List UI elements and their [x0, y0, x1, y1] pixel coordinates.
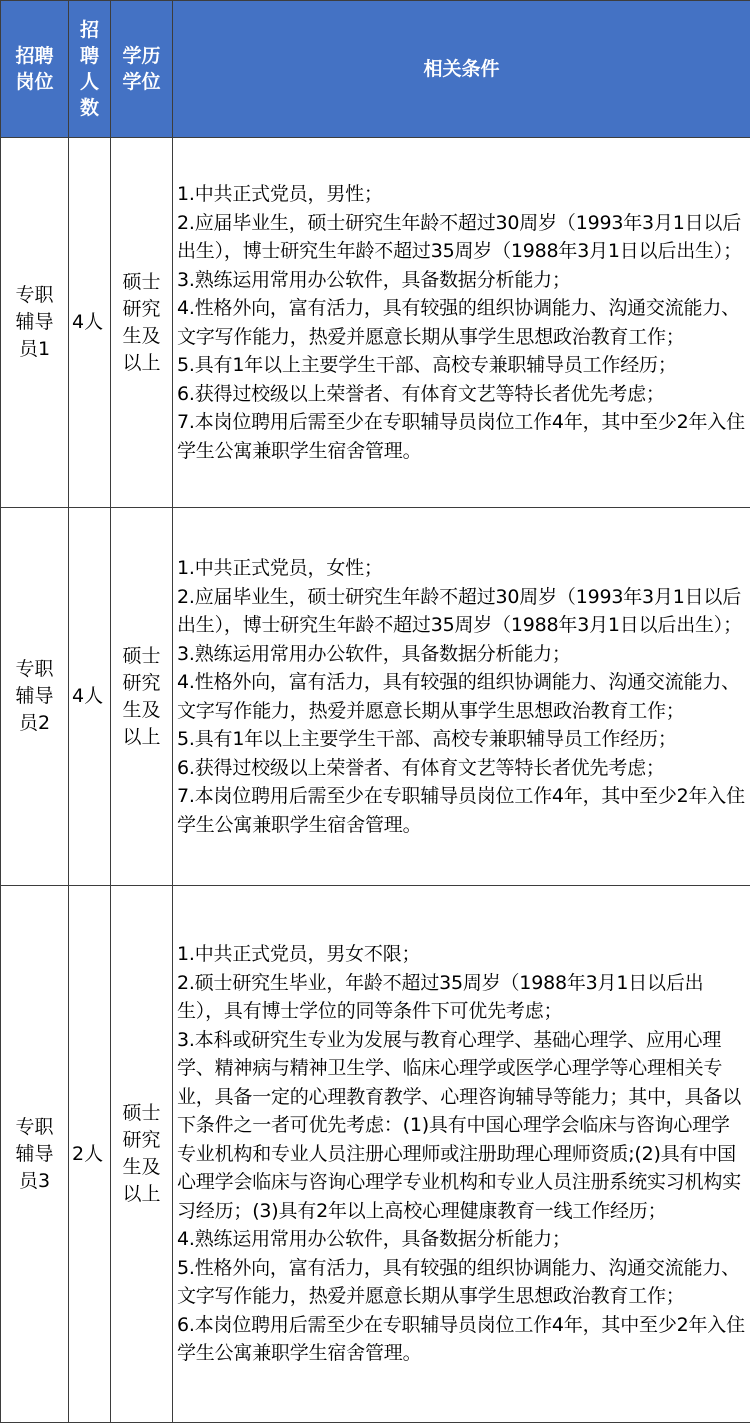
conditions-cell — [173, 508, 750, 886]
conditions-cell — [173, 886, 750, 1423]
table-row — [1, 138, 750, 508]
count-cell: 4人 — [69, 138, 111, 508]
condition-item: 1.中共正式党员，男女不限； — [177, 940, 746, 969]
condition-item: 3.熟练运用常用办公软件，具备数据分析能力； — [177, 266, 746, 295]
education-cell: 硕士研究生及以上 — [111, 508, 173, 886]
condition-item: 4.性格外向，富有活力，具有较强的组织协调能力、沟通交流能力、文字写作能力，热爱并愿意长期从事学生思想政治教育工作； — [177, 668, 746, 725]
condition-item: 7.本岗位聘用后需至少在专职辅导员岗位工作4年，其中至少2年入住学生公寓兼职学生宿舍管理。 — [177, 782, 746, 839]
condition-item: 1.中共正式党员，男性； — [177, 180, 746, 209]
education-cell: 硕士研究生及以上 — [111, 886, 173, 1423]
header-count: 招聘人数 — [69, 1, 111, 138]
condition-item: 7.本岗位聘用后需至少在专职辅导员岗位工作4年，其中至少2年入住学生公寓兼职学生宿舍管理。 — [177, 408, 746, 465]
condition-item: 2.硕士研究生毕业，年龄不超过35周岁（1988年3月1日以后出生），具有博士学位的同等条件下可优先考虑； — [177, 969, 746, 1026]
position-cell: 专职辅导员3 — [1, 886, 69, 1423]
condition-item: 1.中共正式党员，女性； — [177, 554, 746, 583]
education-cell: 硕士研究生及以上 — [111, 138, 173, 508]
conditions-cell — [173, 138, 750, 508]
condition-item: 2.应届毕业生，硕士研究生年龄不超过30周岁（1993年3月1日以后出生），博士研究生年龄不超过35周岁（1988年3月1日以后出生）； — [177, 583, 746, 640]
condition-item: 3.本科或研究生专业为发展与教育心理学、基础心理学、应用心理学、精神病与精神卫生学、临床心理学或医学心理学等心理相关专业，具备一定的心理教育教学、心理咨询辅导等能力；其中，具备以下条件之一者可优先考虑：(1)具有中国心理学会临床与咨询心理学专业机构和专业人员注册心理师或注册助理心理师资质;(2)具有中国心理学会临床与咨询心理学专业机构和专业人员注册系统实习机构实习经历；(3)具有2年以上高校心理健康教育一线工作经历； — [177, 1026, 746, 1226]
count-cell: 2人 — [69, 886, 111, 1423]
condition-item: 5.具有1年以上主要学生干部、高校专兼职辅导员工作经历； — [177, 351, 746, 380]
count-cell: 4人 — [69, 508, 111, 886]
condition-item: 6.获得过校级以上荣誉者、有体育文艺等特长者优先考虑； — [177, 754, 746, 783]
condition-item: 5.性格外向，富有活力，具有较强的组织协调能力、沟通交流能力、文字写作能力，热爱并愿意长期从事学生思想政治教育工作； — [177, 1254, 746, 1311]
table-row — [1, 886, 750, 1423]
header-education: 学历学位 — [111, 1, 173, 138]
table-header-row — [1, 1, 750, 138]
condition-item: 4.熟练运用常用办公软件，具备数据分析能力； — [177, 1225, 746, 1254]
condition-item: 6.本岗位聘用后需至少在专职辅导员岗位工作4年，其中至少2年入住学生公寓兼职学生宿舍管理。 — [177, 1311, 746, 1368]
table-row — [1, 508, 750, 886]
condition-item: 5.具有1年以上主要学生干部、高校专兼职辅导员工作经历； — [177, 725, 746, 754]
header-position: 招聘岗位 — [1, 1, 69, 138]
condition-item: 2.应届毕业生，硕士研究生年龄不超过30周岁（1993年3月1日以后出生），博士研究生年龄不超过35周岁（1988年3月1日以后出生）； — [177, 209, 746, 266]
condition-item: 4.性格外向，富有活力，具有较强的组织协调能力、沟通交流能力、文字写作能力，热爱并愿意长期从事学生思想政治教育工作； — [177, 294, 746, 351]
condition-item: 3.熟练运用常用办公软件，具备数据分析能力； — [177, 640, 746, 669]
position-cell: 专职辅导员1 — [1, 138, 69, 508]
position-cell: 专职辅导员2 — [1, 508, 69, 886]
header-conditions: 相关条件 — [173, 1, 750, 138]
condition-item: 6.获得过校级以上荣誉者、有体育文艺等特长者优先考虑； — [177, 380, 746, 409]
